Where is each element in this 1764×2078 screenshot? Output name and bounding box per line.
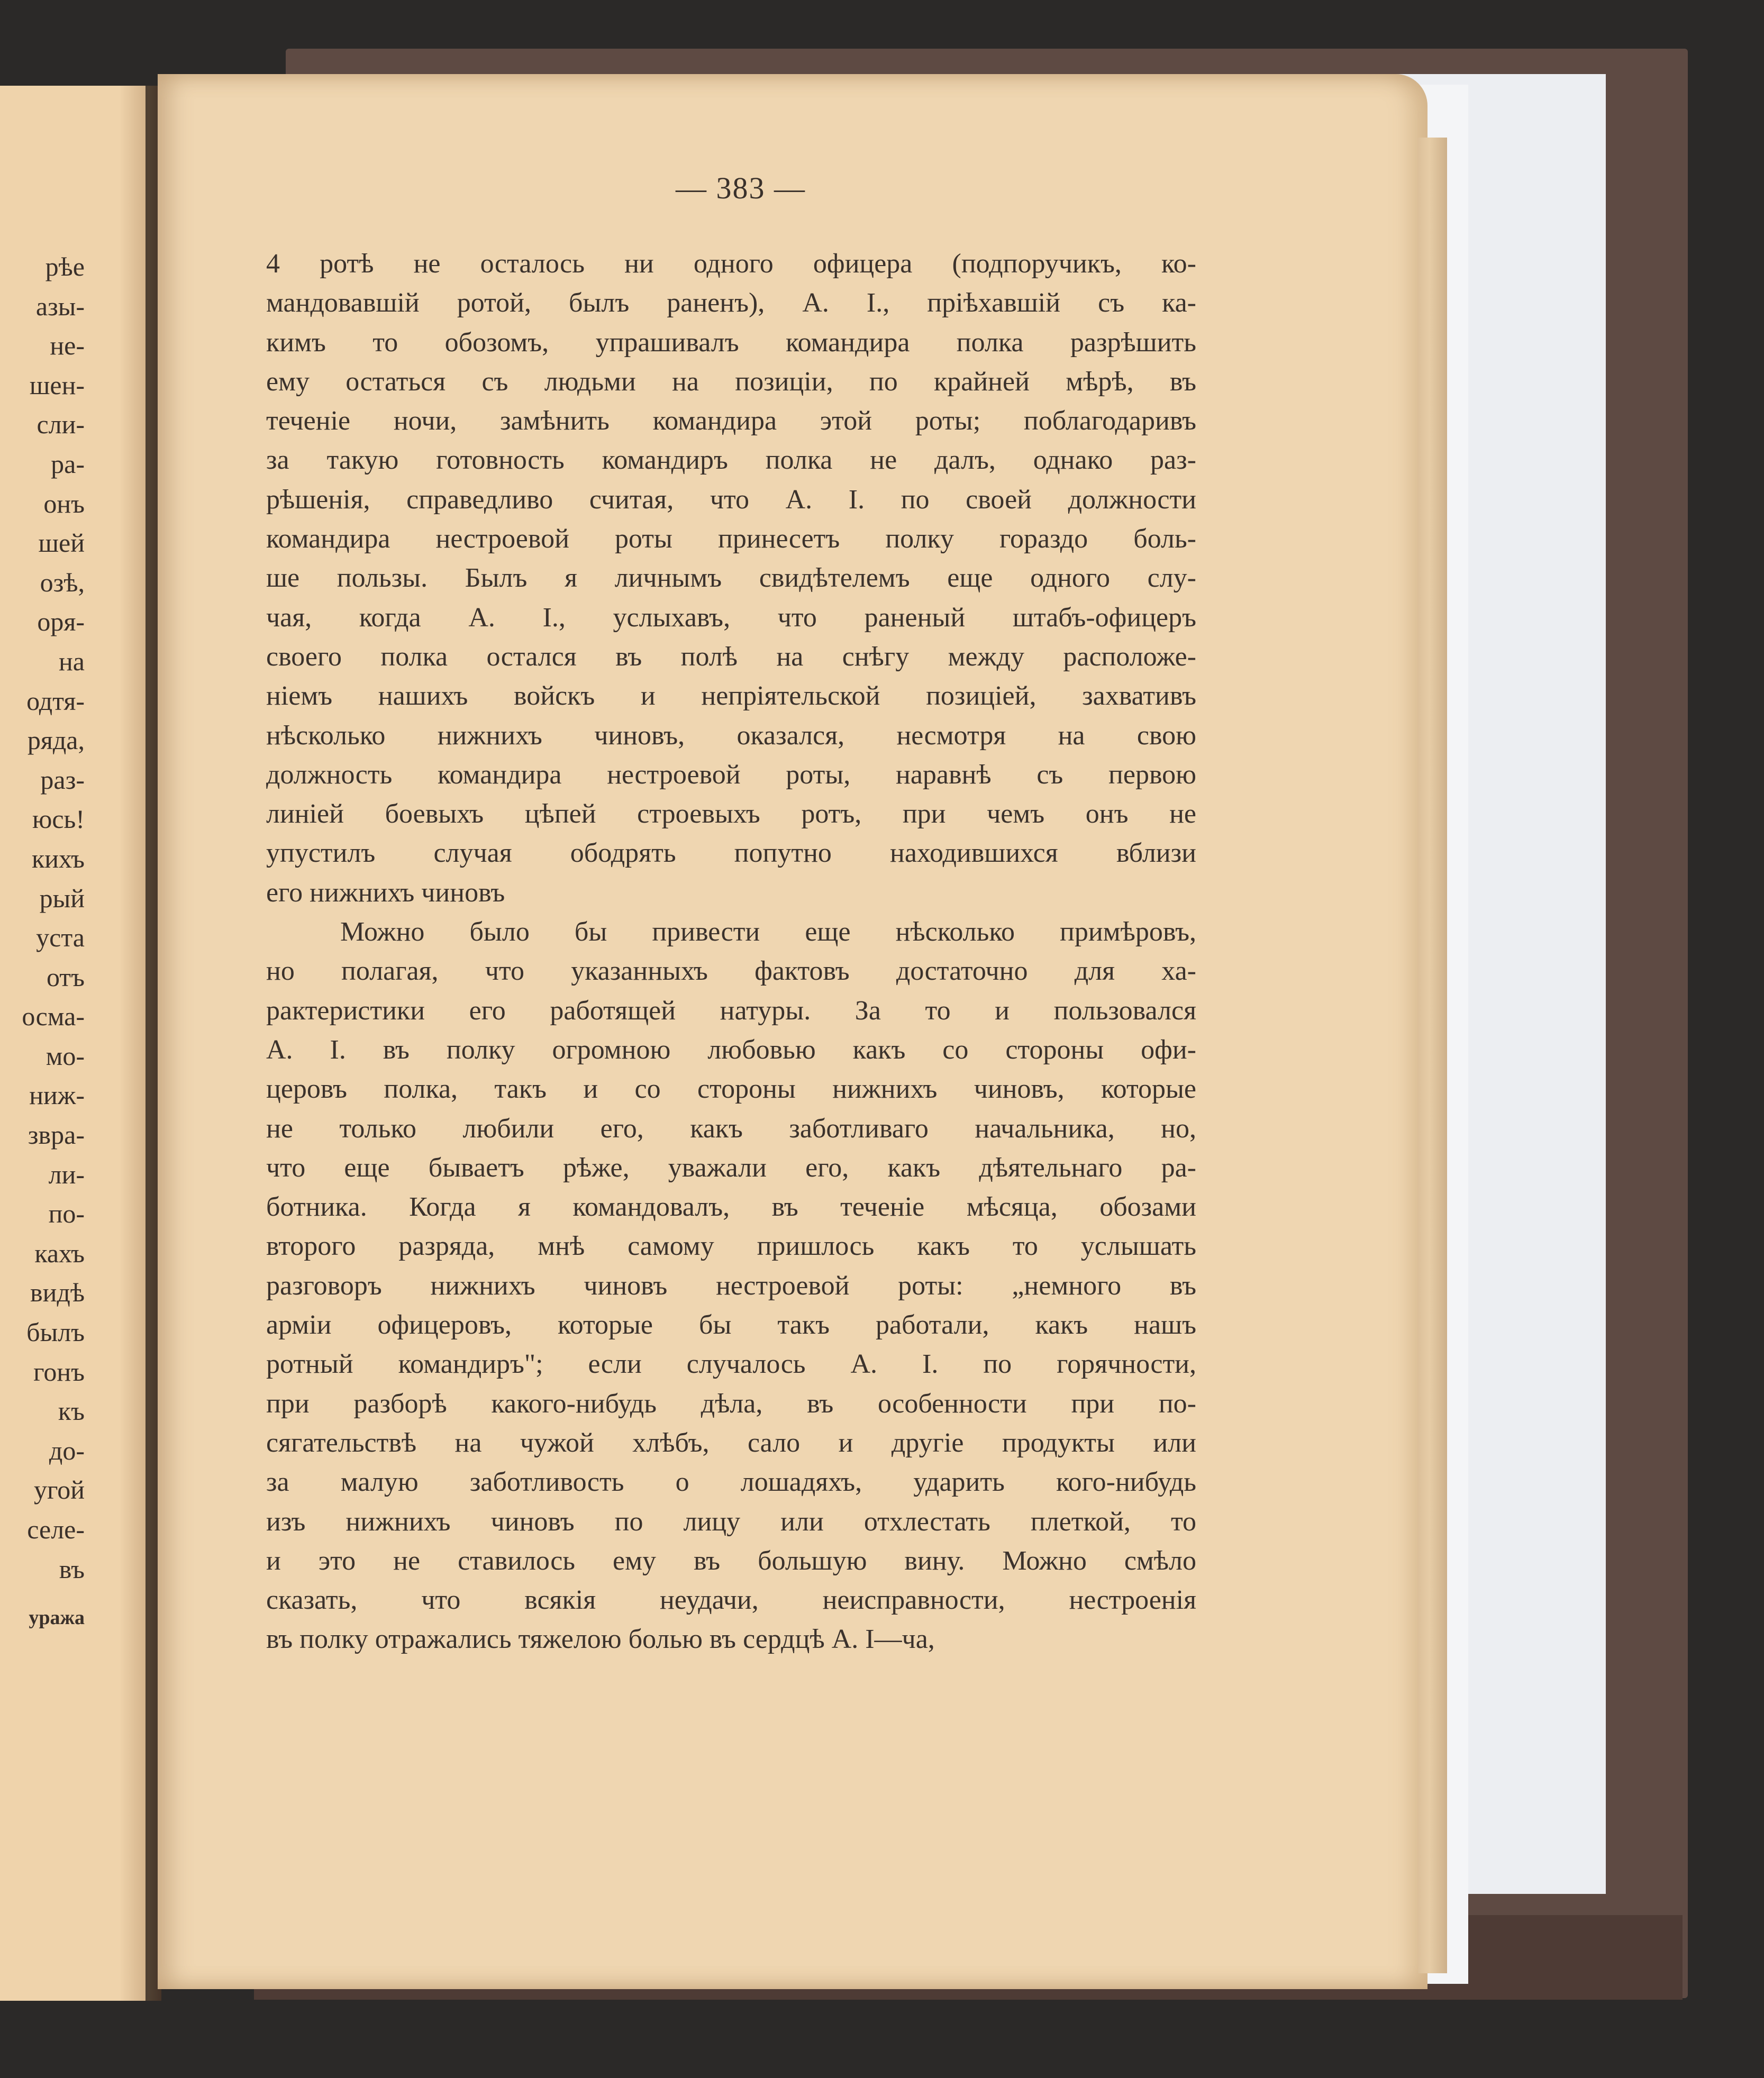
left-page-fragment: сли- xyxy=(37,409,85,440)
left-page-fragment: не- xyxy=(50,331,85,361)
left-page-fragment: азы- xyxy=(35,291,85,321)
text-line: рактеристики его работящей натуры. За то и пользовался xyxy=(266,995,1196,1026)
text-line: за такую готовность командиръ полка не далъ, однако раз- xyxy=(266,445,1196,476)
text-line: и это не ставилось ему въ большую вину. Можно смѣло xyxy=(266,1545,1196,1576)
text-line: чая, когда А. I., услыхавъ, что раненый штабъ-офицеръ xyxy=(266,602,1196,633)
text-line: разговоръ нижнихъ чиновъ нестроевой роты: „немного въ xyxy=(266,1270,1196,1301)
text-line: при разборѣ какого-нибудь дѣла, въ особенности при по- xyxy=(266,1388,1196,1419)
text-line: ше пользы. Былъ я личнымъ свидѣтелемъ еще одного слу- xyxy=(266,563,1196,594)
text-line: ему остаться съ людьми на позиціи, по крайней мѣрѣ, въ xyxy=(266,366,1196,397)
page-edge xyxy=(1418,138,1447,1973)
left-page-fragment: уража xyxy=(29,1607,85,1629)
left-page-text xyxy=(22,247,85,1647)
left-page-fragment: одтя- xyxy=(26,686,85,716)
text-line: ніемъ нашихъ войскъ и непріятельской позиціей, захвативъ xyxy=(266,681,1196,712)
left-page-fragment: звра- xyxy=(28,1120,85,1150)
left-page-fragment: ли- xyxy=(48,1159,85,1189)
left-page-fragment: мо- xyxy=(46,1041,85,1071)
left-page-fragment: ниж- xyxy=(29,1080,85,1110)
left-page-fragment: шен- xyxy=(29,370,85,400)
text-line: теченіе ночи, замѣнить командира этой роты; поблагодаривъ xyxy=(266,406,1196,436)
text-line: что еще бываетъ рѣже, уважали его, какъ дѣятельнаго ра- xyxy=(266,1152,1196,1183)
text-line: должность командира нестроевой роты, наравнѣ съ первою xyxy=(266,759,1196,790)
text-line: арміи офицеровъ, которые бы такъ работали, какъ нашъ xyxy=(266,1310,1196,1341)
text-line: ротный командиръ"; если случалось А. I. по горячности, xyxy=(266,1349,1196,1380)
left-page-fragment: до- xyxy=(49,1435,85,1465)
left-page-fragment: на xyxy=(59,646,85,676)
text-line: ботника. Когда я командовалъ, въ теченіе мѣсяца, обозами xyxy=(266,1192,1196,1223)
left-page-fragment: былъ xyxy=(26,1317,85,1347)
text-line: командира нестроевой роты принесетъ полку гораздо боль- xyxy=(266,524,1196,554)
text-line: линіей боевыхъ цѣпей строевыхъ ротъ, при чемъ онъ не xyxy=(266,799,1196,830)
left-page-fragment: отъ xyxy=(46,962,85,992)
text-line: А. I. въ полку огромною любовью какъ со стороны офи- xyxy=(266,1034,1196,1065)
left-page-fragment: юсь! xyxy=(32,804,85,834)
text-line: Можно было бы привести еще нѣсколько примѣровъ, xyxy=(340,917,1196,947)
left-page-fragment: кихъ xyxy=(32,843,85,873)
left-page-fragment: по- xyxy=(48,1199,85,1229)
left-page-fragment: ра- xyxy=(51,449,85,479)
text-line: рѣшенія, справедливо считая, что А. I. по своей должности xyxy=(266,484,1196,515)
left-page-fragment: озѣ, xyxy=(40,567,85,597)
left-page-fragment: осма- xyxy=(22,1001,85,1032)
left-page-fragment: онъ xyxy=(43,488,85,518)
text-line: но полагая, что указанныхъ фактовъ достаточно для ха- xyxy=(266,956,1196,987)
text-line: изъ нижнихъ чиновъ по лицу или отхлестать плеткой, то xyxy=(266,1506,1196,1537)
text-line: въ полку отражались тяжелою болью въ сердцѣ А. I—ча, xyxy=(266,1624,935,1655)
text-line: своего полка остался въ полѣ на снѣгу между расположе- xyxy=(266,641,1196,672)
text-line: не только любили его, какъ заботливаго начальника, но, xyxy=(266,1113,1196,1144)
text-line: сягательствѣ на чужой хлѣбъ, сало и другіе продукты или xyxy=(266,1427,1196,1458)
text-line: его нижнихъ чиновъ xyxy=(266,877,505,908)
text-line: мандовавшій ротой, былъ раненъ), А. I., пріѣхавшій съ ка- xyxy=(266,288,1196,318)
page-gutter xyxy=(119,86,161,2001)
left-page-fragment: уста xyxy=(36,923,85,953)
left-page-fragment: гонъ xyxy=(33,1356,85,1387)
left-page-fragment: рый xyxy=(39,883,85,913)
left-page-fragment: угой xyxy=(33,1475,85,1505)
left-page-fragment: въ xyxy=(59,1554,85,1584)
text-line: второго разряда, мнѣ самому пришлось какъ то услышать xyxy=(266,1231,1196,1262)
text-line: нѣсколько нижнихъ чиновъ, оказался, несмотря на свою xyxy=(266,720,1196,751)
left-page-fragment: селе- xyxy=(27,1515,85,1544)
left-page-fragment: видѣ xyxy=(30,1278,85,1308)
page-number: — 383 — xyxy=(676,171,806,205)
text-line: за малую заботливость о лошадяхъ, ударить кого-нибудь xyxy=(266,1467,1196,1498)
left-page-fragment: шей xyxy=(38,528,85,558)
left-page-fragment: оря- xyxy=(37,607,85,637)
left-page-fragment: кахъ xyxy=(34,1238,85,1268)
body-text xyxy=(266,244,1196,1660)
left-page-fragment: къ xyxy=(58,1396,85,1426)
text-line: упустилъ случая ободрять попутно находившихся вблизи xyxy=(266,838,1196,869)
left-page-fragment: рѣе xyxy=(45,252,85,281)
left-page-fragment: ряда, xyxy=(27,725,85,755)
text-line: 4 ротѣ не осталось ни одного офицера (подпоручикъ, ко- xyxy=(266,249,1196,279)
left-page-fragment: раз- xyxy=(40,764,85,795)
text-line: сказать, что всякія неудачи, неисправности, нестроенія xyxy=(266,1585,1196,1616)
text-line: церовъ полка, такъ и со стороны нижнихъ чиновъ, которые xyxy=(266,1074,1196,1105)
text-line: кимъ то обозомъ, упрашивалъ командира полка разрѣшить xyxy=(266,327,1196,358)
